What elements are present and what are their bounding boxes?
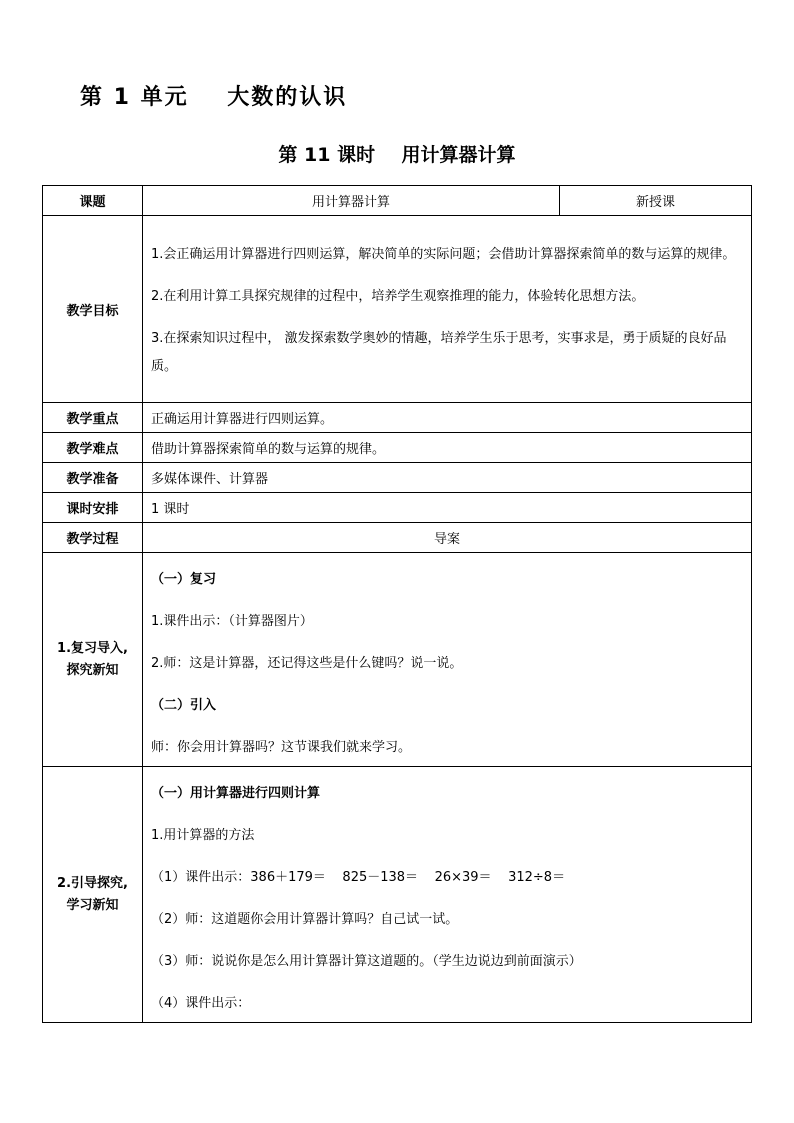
topic-label: 课题 (43, 186, 143, 216)
row-step-2 (43, 767, 752, 1023)
row-topic (43, 186, 752, 216)
key-value: 正确运用计算器进行四则运算。 (143, 403, 752, 433)
row-key-point (43, 403, 752, 433)
step1-label-line2: 探究新知 (66, 662, 119, 678)
prep-value: 多媒体课件、计算器 (143, 463, 752, 493)
goal-1: 1.会正确运用计算器进行四则运算，解决简单的实际问题；会借助计算器探索简单的数与运算的规律。 (151, 247, 736, 262)
lesson-plan-table (42, 185, 752, 1023)
difficulty-value: 借助计算器探索简单的数与运算的规律。 (143, 433, 752, 463)
schedule-value: 1 课时 (143, 493, 752, 523)
row-difficulty (43, 433, 752, 463)
goal-3: 3.在探索知识过程中， 激发探索数学奥妙的情趣，培养学生乐于思考，实事求是，勇于质疑的良好品质。 (151, 331, 727, 374)
step1-label-line1: 1.复习导入, (57, 640, 128, 656)
step2-heading: （一）用计算器进行四则计算 (151, 785, 321, 801)
process-label: 教学过程 (43, 523, 143, 553)
key-label: 教学重点 (43, 403, 143, 433)
step2-item-1: 1.用计算器的方法 (151, 827, 255, 843)
step2-item-2: （1）课件出示：386＋179＝ 825－138＝ 26×39＝ 312÷8＝ (151, 869, 566, 885)
step2-label-line2: 学习新知 (66, 897, 119, 913)
step2-label-line1: 2.引导探究, (57, 875, 128, 891)
step2-content (143, 767, 752, 1023)
step1-item-2: 2.师：这是计算器，还记得这些是什么键吗？说一说。 (151, 655, 463, 671)
row-schedule (43, 493, 752, 523)
goals-label: 教学目标 (43, 216, 143, 403)
row-goals (43, 216, 752, 403)
step2-item-3: （2）师：这道题你会用计算器计算吗？自己试一试。 (151, 911, 459, 927)
step1-content (143, 553, 752, 767)
step1-review-heading: （一）复习 (151, 571, 217, 587)
step1-label (43, 553, 143, 767)
topic-value: 用计算器计算 (143, 186, 560, 216)
step2-item-5: （4）课件出示： (151, 995, 251, 1011)
goals-content (143, 216, 752, 403)
process-value: 导案 (143, 523, 752, 553)
row-step-1 (43, 553, 752, 767)
goal-2: 2.在利用计算工具探究规律的过程中，培养学生观察推理的能力，体验转化思想方法。 (151, 289, 645, 304)
prep-label: 教学准备 (43, 463, 143, 493)
lesson-title: 第 11 课时 用计算器计算 (278, 144, 516, 166)
step1-intro-heading: （二）引入 (151, 697, 217, 713)
row-process (43, 523, 752, 553)
step1-item-1: 1.课件出示：（计算器图片） (151, 613, 313, 629)
step1-item-3: 师：你会用计算器吗？这节课我们就来学习。 (151, 739, 412, 755)
lesson-type: 新授课 (560, 186, 752, 216)
step2-label (43, 767, 143, 1023)
row-prep (43, 463, 752, 493)
schedule-label: 课时安排 (43, 493, 143, 523)
step2-item-4: （3）师：说说你是怎么用计算器计算这道题的。（学生边说边到前面演示） (151, 953, 582, 969)
unit-title: 第 1 单元 大数的认识 (80, 85, 348, 110)
difficulty-label: 教学难点 (43, 433, 143, 463)
